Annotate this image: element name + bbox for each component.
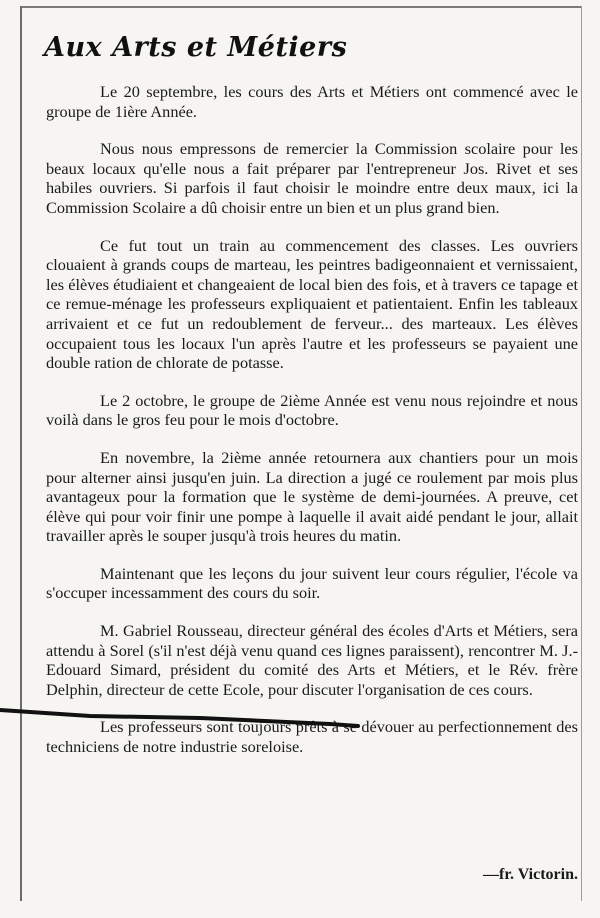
paragraph-5: En novembre, la 2ième année retournera aux chantiers pour un mois pour alterner ainsi jusqu'en juin. La direction a jugé ce roulement par mois plus avantageux pour la formation que le système de demi-journées. A preuve, cet élève qui pour voir finir une pompe à laquelle il avait aidé pendant le jour, allait travailler après le souper jusqu'à trois heures du matin.	[46, 447, 578, 546]
author-signature: —fr. Victorin.	[483, 866, 578, 883]
column-border-top	[20, 6, 582, 8]
paragraph-6: Maintenant que les leçons du jour suivent leur cours régulier, l'école va s'occuper incessamment des cours du soir.	[46, 563, 578, 603]
column-border-right	[581, 6, 582, 901]
paragraph-3: Ce fut tout un train au commencement des classes. Les ouvriers clouaient à grands coups de marteau, les peintres badigeonnaient et vernissaient, les élèves étudiaient et changeaient de local bien des fois, et à travers ce tapage et ce remue-ménage les professeurs expliquaient et patientaient. Enfin les tableaux arrivaient et ce fut un redoublement de ferveur... des marteaux. Les élèves occupaient tous les locaux l'un après l'autre et les professeurs se payaient une double ration de chlorate de potasse.	[46, 235, 578, 373]
ink-stroke-mark	[0, 704, 360, 730]
paragraph-7: M. Gabriel Rousseau, directeur général des écoles d'Arts et Métiers, sera attendu à Sorel (s'il n'est déjà venu quand ces lignes paraissent), rencontrer M. J.-Edouard Simard, président du comité des Arts et Métiers, et le Rév. frère Delphin, directeur de cette Ecole, pour discuter l'organisation de ces cours.	[46, 621, 578, 699]
column-border-left	[20, 6, 22, 901]
article-body	[46, 82, 578, 775]
paragraph-1: Le 20 septembre, les cours des Arts et Métiers ont commencé avec le groupe de 1ière Année.	[46, 82, 578, 121]
article-title: Aux Arts et Métiers	[44, 32, 348, 63]
paragraph-4: Le 2 octobre, le groupe de 2ième Année est venu nous rejoindre et nous voilà dans le gros feu pour le mois d'octobre.	[46, 390, 578, 430]
paragraph-8: Les professeurs sont toujours prêts à se dévouer au perfectionnement des techniciens de notre industrie soreloise.	[46, 717, 578, 757]
paragraph-2: Nous nous empressons de remercier la Commission scolaire pour les beaux locaux qu'elle nous a fait préparer par l'entrepreneur Jos. Rivet et ses habiles ouvriers. Si parfois il faut choisir le moindre entre deux maux, ici la Commission Scolaire a dû choisir entre un bien et un plus grand bien.	[46, 139, 578, 217]
